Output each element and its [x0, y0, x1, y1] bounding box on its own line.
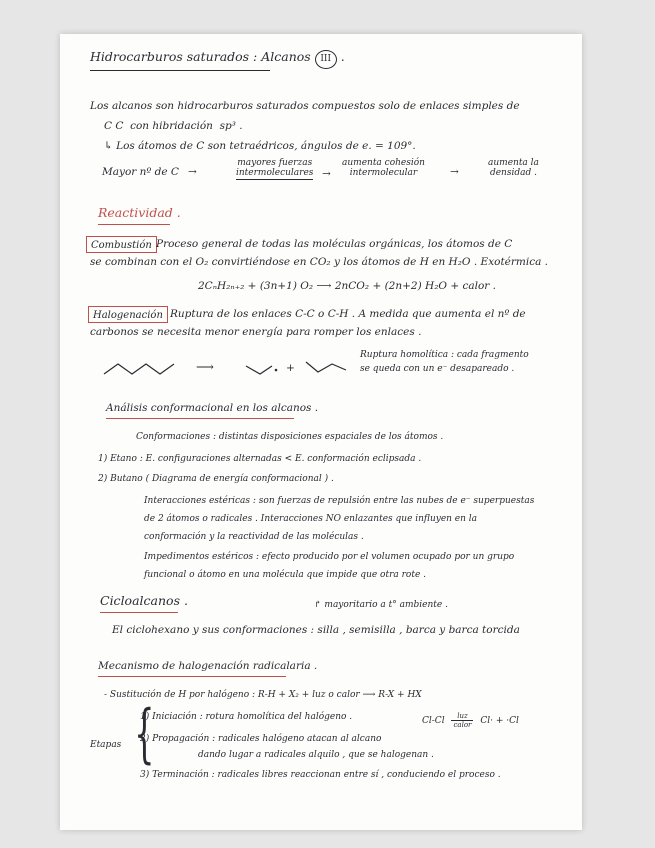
- property-arrow-1: →: [188, 166, 197, 178]
- second-fragment-skeletal: [306, 362, 346, 372]
- mecanismo-heading: Mecanismo de halogenación radicalaria .: [98, 660, 318, 672]
- fragmentation-plus: +: [286, 362, 295, 374]
- halogenacion-label-box: Halogenación: [88, 306, 168, 323]
- combustion-equation: 2CₙH₂ₙ₊₂ + (3n+1) O₂ ⟶ 2nCO₂ + (2n+2) H₂O + calor .: [198, 280, 496, 292]
- hexane-skeletal: [104, 364, 174, 374]
- reactividad-heading: Reactividad .: [98, 205, 181, 220]
- intro-line-1: Los alcanos son hidrocarburos saturados compuestos solo de enlaces simples de: [90, 100, 520, 112]
- halogenacion-line-2: carbonos se necesita menor energía para romper los enlaces .: [90, 326, 422, 338]
- radical-dot-1: [275, 369, 278, 372]
- mecanismo-underline: [98, 676, 286, 677]
- fragmentation-arrow: ⟶: [196, 359, 214, 374]
- skeletal-structures: [100, 354, 360, 384]
- propagacion-step-2: dando lugar a radicales alquilo , que se halogenan .: [198, 750, 434, 760]
- property-densidad: aumenta la densidad .: [488, 158, 539, 179]
- notebook-page: [60, 34, 582, 830]
- sustitucion-line: - Sustitución de H por halógeno : R-H + X₂ + luz o calor ⟶ R-X + HX: [104, 690, 422, 700]
- page-title: Hidrocarburos saturados : Alcanos III .: [90, 50, 345, 69]
- iniciacion-equation: Cl-Cl luz calor Cl· + ·Cl: [422, 712, 519, 729]
- conformacional-heading: Análisis conformacional en los alcanos .: [106, 402, 319, 414]
- ruptura-homolitica: Ruptura homolítica : cada fragmento se queda con un e⁻ desapareado .: [360, 350, 529, 375]
- title-number-circle: III: [315, 50, 337, 69]
- cicloalcanos-underline: [100, 612, 178, 613]
- etano-item: 1) Etano : E. configuraciones alternadas < E. conformación eclipsada .: [98, 454, 422, 464]
- combustion-line-1: Proceso general de todas las moléculas orgánicas, los átomos de C: [156, 238, 513, 250]
- conformaciones-def: Conformaciones : distintas disposiciones espaciales de los átomos .: [136, 432, 444, 442]
- propyl-fragment-skeletal: [246, 366, 272, 374]
- property-arrow-2: →: [322, 168, 331, 180]
- combustion-line-2: se combinan con el O₂ convirtiéndose en CO₂ y los átomos de H en H₂O . Exotérmica .: [90, 256, 549, 268]
- propagacion-step-1: 2) Propagación : radicales halógeno atacan al alcano: [140, 734, 382, 744]
- cicloalcanos-note: ↱ mayoritario a t° ambiente .: [314, 600, 448, 610]
- impedimentos-line-2: funcional o átomo en una molécula que impide que otra rote .: [144, 570, 426, 580]
- reactividad-underline: [98, 224, 170, 225]
- interacciones-line-2: de 2 átomos o radicales . Interacciones NO enlazantes que influyen en la: [144, 514, 478, 524]
- terminacion-step: 3) Terminación : radicales libres reaccionan entre sí , conduciendo el proceso .: [140, 770, 501, 780]
- halogenacion-line-1: Ruptura de los enlaces C-C o C-H . A medida que aumenta el nº de: [170, 308, 526, 320]
- etapas-label: Etapas: [90, 740, 122, 750]
- conformacional-underline: [106, 418, 294, 419]
- intro-line-2: C C con hibridación sp³ .: [104, 120, 243, 132]
- interacciones-line-1: Interacciones estéricas : son fuerzas de repulsión entre las nubes de e⁻ superpuestas: [144, 496, 535, 506]
- impedimentos-line-1: Impedimentos estéricos : efecto producido por el volumen ocupado por un grupo: [144, 552, 515, 562]
- title-underline: [90, 70, 270, 71]
- iniciacion-step: 1) Iniciación : rotura homolítica del halógeno .: [140, 712, 353, 722]
- combustion-label-box: Combustión: [86, 236, 157, 253]
- intro-line-3: ↳ Los átomos de C son tetraédricos, ángulos de e. = 109°.: [104, 140, 416, 152]
- title-text: Hidrocarburos saturados : Alcanos: [90, 49, 311, 64]
- cicloalcanos-line: El ciclohexano y sus conformaciones : silla , semisilla , barca y barca torcida: [112, 624, 520, 636]
- interacciones-line-3: conformación y la reactividad de las moléculas .: [144, 532, 364, 542]
- cicloalcanos-heading: Cicloalcanos .: [100, 593, 188, 608]
- property-fuerzas: mayores fuerzas intermoleculares: [236, 158, 314, 179]
- property-arrow-3: →: [450, 166, 459, 178]
- butano-item: 2) Butano ( Diagrama de energía conformacional ) .: [98, 474, 334, 484]
- property-start: Mayor nº de C: [102, 166, 179, 178]
- property-cohesion: aumenta cohesión intermolecular: [342, 158, 425, 179]
- etapas-brace: {: [134, 697, 155, 771]
